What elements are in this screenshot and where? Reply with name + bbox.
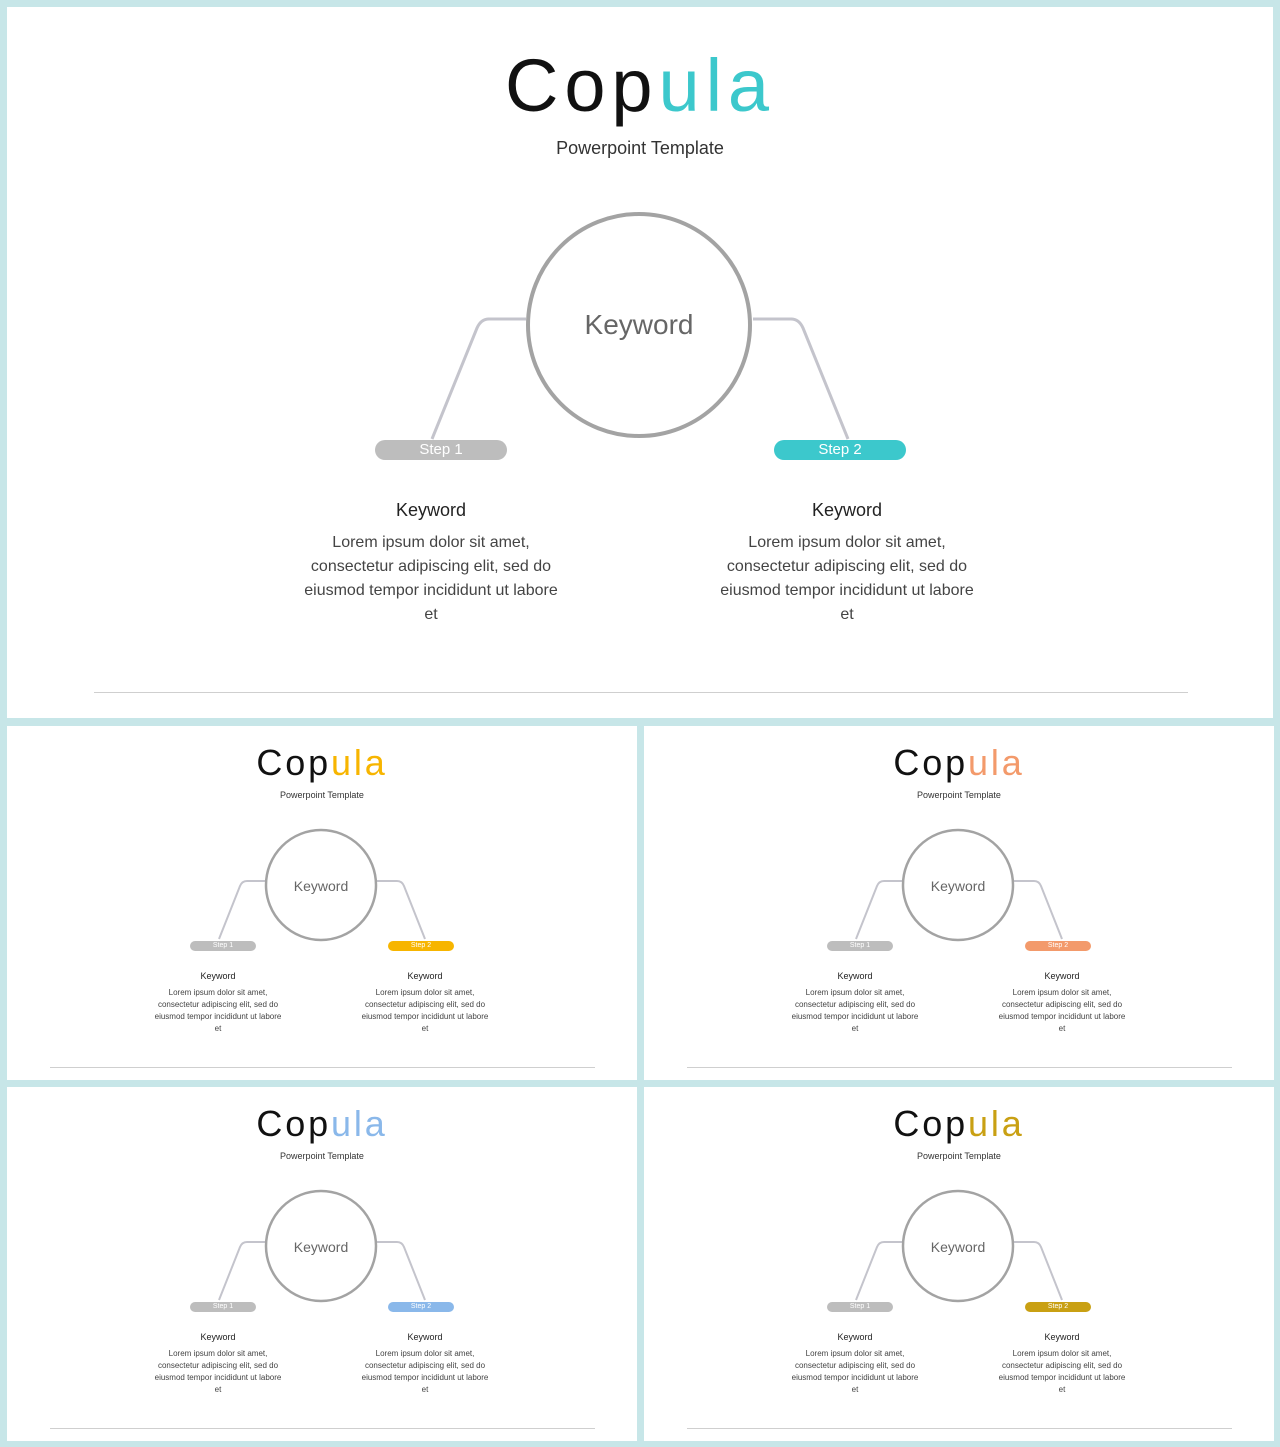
step2-pill: Step 2 — [388, 1302, 454, 1312]
subtitle: Powerpoint Template — [556, 138, 724, 158]
desc-line: consectetur adipiscing elit, sed do — [794, 1361, 916, 1370]
brand-dark-text: Cop — [504, 44, 659, 127]
right-description — [687, 531, 1007, 627]
desc-line: et — [851, 1385, 859, 1394]
left-connector-line — [856, 881, 903, 939]
desc-line: Lorem ipsum dolor sit amet, — [1012, 988, 1112, 997]
desc-line: eiusmod tempor incididunt ut labore — [998, 1373, 1126, 1382]
desc-line: et — [421, 1385, 429, 1394]
brand-logo — [644, 1103, 1274, 1145]
bottom-divider — [50, 1067, 595, 1068]
right-connector-line — [377, 881, 425, 939]
left-description — [138, 987, 298, 1035]
subtitle: Powerpoint Template — [917, 1151, 1001, 1161]
desc-line: Lorem ipsum dolor sit amet, — [168, 988, 268, 997]
desc-line: consectetur adipiscing elit, sed do — [310, 558, 552, 575]
desc-line: consectetur adipiscing elit, sed do — [157, 1361, 279, 1370]
center-keyword: Keyword — [293, 1239, 349, 1255]
desc-line: consectetur adipiscing elit, sed do — [1001, 1000, 1123, 1009]
desc-line: eiusmod tempor incididunt ut labore — [154, 1012, 282, 1021]
desc-line: eiusmod tempor incididunt ut labore — [791, 1373, 919, 1382]
brand-logo — [644, 742, 1274, 784]
desc-line: Lorem ipsum dolor sit amet, — [1012, 1349, 1112, 1358]
desc-line: et — [424, 606, 438, 623]
desc-line: consectetur adipiscing elit, sed do — [1001, 1361, 1123, 1370]
left-keyword-title: Keyword — [200, 971, 236, 981]
subtitle: Powerpoint Template — [917, 790, 1001, 800]
left-description — [138, 1348, 298, 1396]
desc-line: eiusmod tempor incididunt ut labore — [720, 582, 974, 599]
desc-line: et — [1058, 1024, 1066, 1033]
right-keyword-title: Keyword — [407, 1332, 443, 1342]
center-keyword: Keyword — [930, 1239, 986, 1255]
desc-line: eiusmod tempor incididunt ut labore — [361, 1012, 489, 1021]
desc-line: consectetur adipiscing elit, sed do — [794, 1000, 916, 1009]
left-connector-line — [856, 1242, 903, 1300]
step1-pill: Step 1 — [375, 440, 507, 460]
right-keyword-title: Keyword — [1044, 971, 1080, 981]
slide-gold — [644, 1087, 1274, 1441]
brand-dark-text: Cop — [893, 742, 968, 783]
right-description — [982, 1348, 1142, 1396]
left-keyword-title: Keyword — [837, 971, 873, 981]
right-connector-line — [753, 319, 848, 439]
desc-line: Lorem ipsum dolor sit amet, — [805, 1349, 905, 1358]
brand-accent-text: ula — [331, 742, 388, 783]
step2-pill: Step 2 — [1025, 941, 1091, 951]
desc-line: consectetur adipiscing elit, sed do — [726, 558, 968, 575]
step2-pill: Step 2 — [774, 440, 906, 460]
left-connector-line — [219, 881, 266, 939]
bottom-divider — [687, 1067, 1232, 1068]
subtitle: Powerpoint Template — [280, 790, 364, 800]
desc-line: Lorem ipsum dolor sit amet, — [332, 534, 530, 551]
desc-line: consectetur adipiscing elit, sed do — [157, 1000, 279, 1009]
left-description — [271, 531, 591, 627]
center-keyword: Keyword — [930, 878, 986, 894]
center-keyword: Keyword — [584, 309, 694, 340]
desc-line: et — [421, 1024, 429, 1033]
desc-line: consectetur adipiscing elit, sed do — [364, 1361, 486, 1370]
slide-orange — [644, 726, 1274, 1080]
brand-logo — [7, 1103, 637, 1145]
right-connector-line — [1014, 881, 1062, 939]
left-keyword-title: Keyword — [837, 1332, 873, 1342]
right-connector-line — [1014, 1242, 1062, 1300]
right-keyword-title: Keyword — [1044, 1332, 1080, 1342]
step1-pill: Step 1 — [827, 941, 893, 951]
left-description — [775, 987, 935, 1035]
right-connector-line — [377, 1242, 425, 1300]
slide-blue — [7, 1087, 637, 1441]
desc-line: Lorem ipsum dolor sit amet, — [748, 534, 946, 551]
desc-line: consectetur adipiscing elit, sed do — [364, 1000, 486, 1009]
right-description — [345, 1348, 505, 1396]
desc-line: eiusmod tempor incididunt ut labore — [361, 1373, 489, 1382]
desc-line: eiusmod tempor incididunt ut labore — [998, 1012, 1126, 1021]
desc-line: Lorem ipsum dolor sit amet, — [375, 1349, 475, 1358]
right-description — [345, 987, 505, 1035]
brand-dark-text: Cop — [256, 1103, 331, 1144]
slide-yellow — [7, 726, 637, 1080]
bottom-divider — [687, 1428, 1232, 1429]
step1-pill: Step 1 — [190, 941, 256, 951]
subtitle: Powerpoint Template — [280, 1151, 364, 1161]
desc-line: eiusmod tempor incididunt ut labore — [791, 1012, 919, 1021]
left-keyword-title: Keyword — [395, 500, 467, 520]
brand-logo — [7, 43, 1273, 128]
right-keyword-title: Keyword — [407, 971, 443, 981]
desc-line: et — [214, 1024, 222, 1033]
desc-line: et — [214, 1385, 222, 1394]
desc-line: et — [1058, 1385, 1066, 1394]
right-keyword-title: Keyword — [811, 500, 883, 520]
brand-accent-text: ula — [968, 742, 1025, 783]
step1-pill: Step 1 — [190, 1302, 256, 1312]
brand-logo — [7, 742, 637, 784]
step2-pill: Step 2 — [388, 941, 454, 951]
brand-dark-text: Cop — [256, 742, 331, 783]
desc-line: et — [851, 1024, 859, 1033]
desc-line: et — [840, 606, 854, 623]
step2-pill: Step 2 — [1025, 1302, 1091, 1312]
desc-line: Lorem ipsum dolor sit amet, — [168, 1349, 268, 1358]
left-connector-line — [219, 1242, 266, 1300]
desc-line: eiusmod tempor incididunt ut labore — [304, 582, 558, 599]
desc-line: Lorem ipsum dolor sit amet, — [375, 988, 475, 997]
left-connector-line — [432, 319, 526, 439]
brand-accent-text: ula — [658, 44, 776, 127]
step1-pill: Step 1 — [827, 1302, 893, 1312]
brand-accent-text: ula — [968, 1103, 1025, 1144]
left-description — [775, 1348, 935, 1396]
brand-accent-text: ula — [331, 1103, 388, 1144]
brand-dark-text: Cop — [893, 1103, 968, 1144]
bottom-divider — [94, 692, 1188, 693]
center-keyword: Keyword — [293, 878, 349, 894]
desc-line: eiusmod tempor incididunt ut labore — [154, 1373, 282, 1382]
slide-main-teal — [7, 7, 1273, 718]
bottom-divider — [50, 1428, 595, 1429]
right-description — [982, 987, 1142, 1035]
desc-line: Lorem ipsum dolor sit amet, — [805, 988, 905, 997]
left-keyword-title: Keyword — [200, 1332, 236, 1342]
